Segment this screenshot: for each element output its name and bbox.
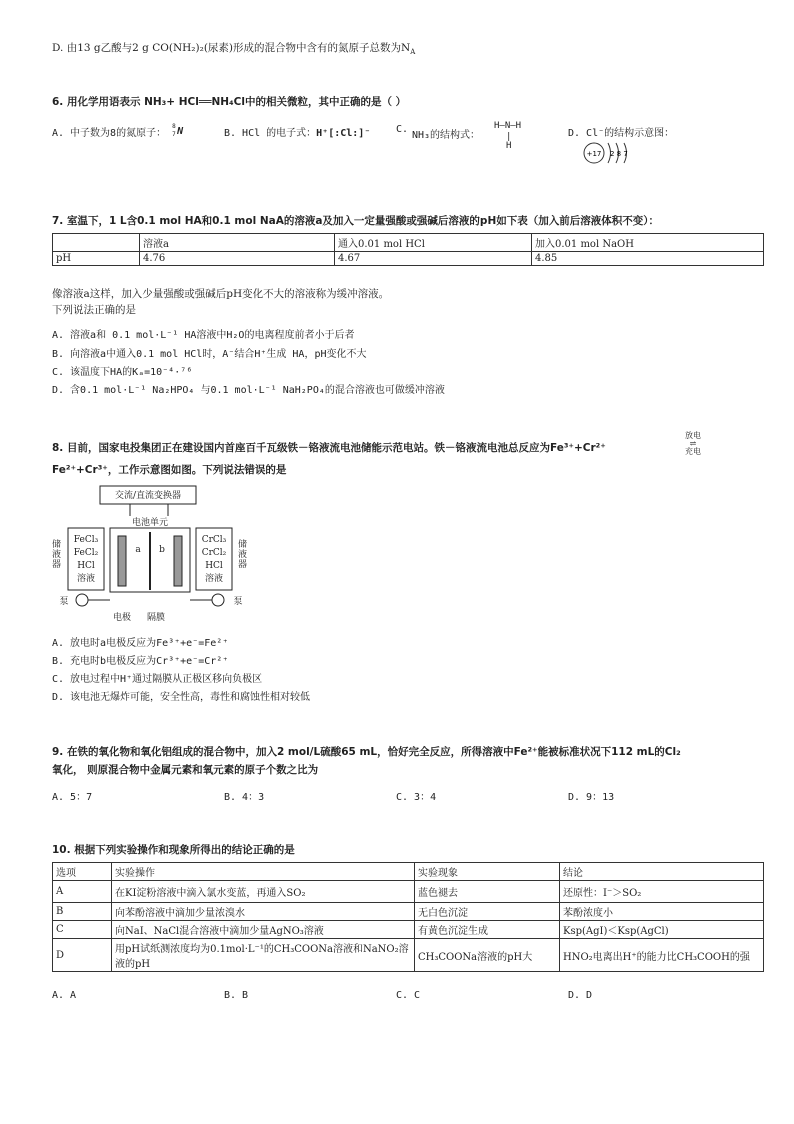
left-sol-1: FeCl₃: [73, 535, 99, 545]
membrane-label: 隔膜: [146, 613, 166, 623]
electrode-label: 电极: [112, 613, 132, 623]
table-cell: 通入0.01 mol HCl: [335, 234, 532, 252]
table-row: [53, 234, 764, 252]
table-cell: pH: [53, 252, 140, 266]
right-sol-1: CrCl₃: [201, 535, 227, 545]
nh3-structure: H—N—H | H: [494, 121, 522, 151]
q7-ask: 下列说法正确的是: [52, 304, 136, 316]
table-cell: Ksp(AgI)＜Ksp(AgCl): [560, 921, 764, 939]
q7-stem: 7. 室温下，1 L含0.1 mol HA和0.1 mol NaA的溶液a及加入一定量强酸或强碱后溶液的pH如下表（加入前后溶液体积不变）：: [52, 215, 659, 227]
table-cell: 向苯酚溶液中滴加少量浓溴水: [112, 903, 415, 921]
q8-option-d: D. 该电池无爆炸可能，安全性高，毒性和腐蚀性相对较低: [52, 692, 311, 703]
q8-stem: 8. 目前，国家电投集团正在建设国内首座百千瓦级铁－铬液流电池储能示范电站。铁－铬液流电池总反应为Fe³⁺+Cr²⁺: [52, 442, 606, 454]
q8-option-c: C. 放电过程中H⁺通过隔膜从正极区移向负极区: [52, 674, 263, 685]
nuclide-symbol: 8 7 N: [172, 123, 184, 138]
shell-electrons: 2 8 7: [610, 150, 628, 158]
label-b: b: [159, 545, 165, 555]
table-cell: 实验操作: [112, 863, 415, 881]
q10-table: [52, 862, 764, 972]
q10-option-b: B. B: [224, 990, 249, 1001]
table-cell: 4.67: [335, 252, 532, 266]
table-cell: 用pH试纸测浓度均为0.1mol·L⁻¹的CH₃COONa溶液和NaNO₂溶液的pH: [112, 939, 415, 972]
table-cell: 有黄色沉淀生成: [415, 921, 560, 939]
electrode-b: [174, 536, 182, 586]
table-row: [53, 921, 764, 939]
q10-option-a: A. A: [52, 990, 77, 1001]
table-row: [53, 881, 764, 903]
q9-stem: 9. 在铁的氧化物和氧化铝组成的混合物中，加入2 mol/L硫酸65 mL，恰好完全反应，所得溶液中Fe²⁺能被标准状况下112 mL的Cl₂: [52, 746, 681, 758]
table-cell: 实验现象: [415, 863, 560, 881]
table-cell: 还原性：I⁻＞SO₂: [560, 881, 764, 903]
table-cell: HNO₂电离出H⁺的能力比CH₃COOH的强: [560, 939, 764, 972]
q9-option-d: D. 9：13: [568, 792, 615, 803]
left-store-label: 储液器: [52, 540, 62, 570]
table-cell: 4.85: [532, 252, 764, 266]
table-cell: 4.76: [140, 252, 335, 266]
cl-ion-diagram: [582, 140, 642, 166]
q8-stem-2: Fe²⁺+Cr³⁺，工作示意图如图。下列说法错误的是: [52, 464, 287, 476]
table-cell: D: [53, 939, 112, 972]
q7-option-d: D. 含0.1 mol·L⁻¹ Na₂HPO₄ 与0.1 mol·L⁻¹ NaH₂PO₄的混合溶液也可做缓冲溶液: [52, 385, 445, 396]
electrode-a: [118, 536, 126, 586]
table-row: [53, 252, 764, 266]
q8-option-a: A. 放电时a电极反应为Fe³⁺+e⁻=Fe²⁺: [52, 638, 229, 649]
q9-option-a: A. 5：7: [52, 792, 93, 803]
battery-diagram: [52, 484, 252, 624]
right-sol-3: HCl: [205, 561, 223, 571]
left-sol-4: 溶液: [76, 574, 96, 584]
table-cell: [53, 234, 140, 252]
table-cell: 选项: [53, 863, 112, 881]
cell-unit-label: 电池单元: [131, 518, 169, 528]
table-cell: 蓝色褪去: [415, 881, 560, 903]
q6-option-c-text: NH₃的结构式：: [412, 130, 481, 141]
q7-note: 像溶液a这样，加入少量强酸或强碱后pH变化不大的溶液称为缓冲溶液。: [52, 288, 390, 300]
table-cell: C: [53, 921, 112, 939]
right-sol-4: 溶液: [204, 574, 224, 584]
table-cell: 在KI淀粉溶液中滴入氯水变蓝，再通入SO₂: [112, 881, 415, 903]
table-cell: A: [53, 881, 112, 903]
table-cell: 溶液a: [140, 234, 335, 252]
q10-stem: 10. 根据下列实验操作和现象所得出的结论正确的是: [52, 844, 295, 856]
table-cell: 向NaI、NaCl混合溶液中滴加少量AgNO₃溶液: [112, 921, 415, 939]
prev-option-d: D. 由13 g乙酸与2 g CO(NH₂)₂(尿素)形成的混合物中含有的氮原子总数为$N_A$: [52, 42, 416, 57]
q6-stem: 6. 用化学用语表示 NH₃+ HCl══NH₄Cl中的相关微粒，其中正确的是（ ）: [52, 96, 407, 108]
q6-option-c: C.: [396, 124, 409, 135]
table-cell: 苯酚浓度小: [560, 903, 764, 921]
q6-option-a: A. 中子数为8的氮原子： 8 7 N: [52, 124, 186, 140]
pump-left: [76, 594, 88, 606]
right-sol-2: CrCl₂: [201, 548, 227, 558]
q7-option-a: A. 溶液a和 0.1 mol·L⁻¹ HA溶液中H₂O的电离程度前者小于后者: [52, 330, 355, 341]
q10-option-d: D. D: [568, 990, 593, 1001]
q6-option-b: B. HCl 的电子式：H⁺[:Cl:]⁻: [224, 128, 371, 139]
q9-option-b: B. 4：3: [224, 792, 265, 803]
table-row: [53, 863, 764, 881]
converter-label: 交流/直流变换器: [114, 491, 182, 501]
q9-stem-2: 氧化， 则原混合物中金属元素和氧元素的原子个数之比为: [52, 764, 319, 776]
right-store-label: 储液器: [238, 540, 248, 570]
q8-option-b: B. 充电时b电极反应为Cr³⁺+e⁻=Cr²⁺: [52, 656, 229, 667]
reversible-arrow: 放电 ⇌ 充电: [685, 431, 701, 456]
table-row: [53, 903, 764, 921]
pump-right-label: 泵: [233, 597, 243, 607]
q10-option-c: C. C: [396, 990, 421, 1001]
left-sol-2: FeCl₂: [73, 548, 99, 558]
table-cell: 结论: [560, 863, 764, 881]
q7-option-b: B. 向溶液a中通入0.1 mol HCl时，A⁻结合H⁺生成 HA，pH变化不大: [52, 349, 367, 360]
pump-right: [212, 594, 224, 606]
label-a: a: [135, 545, 141, 555]
left-sol-3: HCl: [77, 561, 95, 571]
pump-left-label: 泵: [59, 597, 69, 607]
table-cell: CH₃COONa溶液的pH大: [415, 939, 560, 972]
nucleus-charge: +17: [586, 150, 602, 158]
q7-table: [52, 233, 764, 266]
table-row: [53, 939, 764, 972]
q9-option-c: C. 3：4: [396, 792, 437, 803]
table-cell: B: [53, 903, 112, 921]
table-cell: 加入0.01 mol NaOH: [532, 234, 764, 252]
q7-option-c: C. 该温度下HA的Kₐ=10⁻⁴·⁷⁶: [52, 367, 193, 378]
q6-option-d: D. Cl⁻的结构示意图：: [568, 128, 675, 139]
table-cell: 无白色沉淀: [415, 903, 560, 921]
